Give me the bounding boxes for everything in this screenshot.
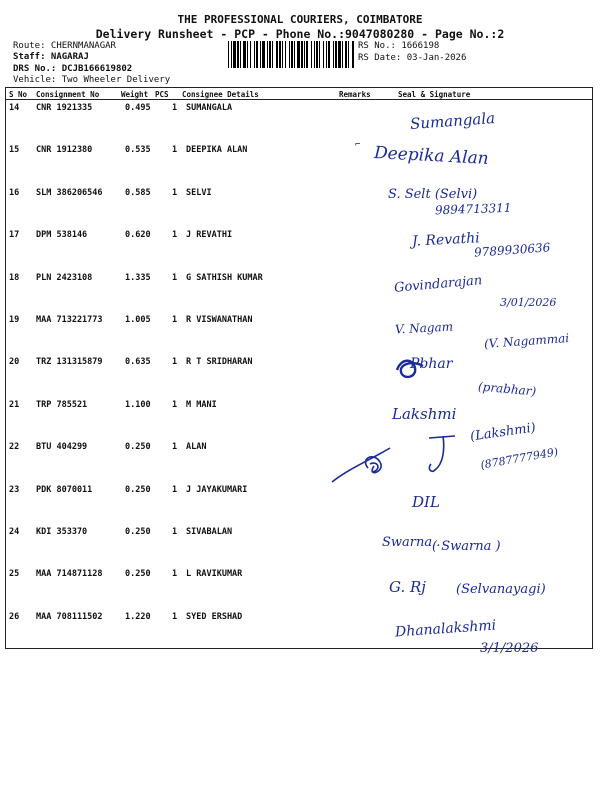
handwritten-note: 3/01/2026 (500, 296, 557, 309)
handwritten-note: (prabhar) (477, 379, 537, 399)
row-sno: 25 (9, 569, 20, 580)
table-row (5, 101, 593, 143)
row-sno: 14 (9, 103, 20, 113)
row-consignment: DPM 538146 (36, 230, 88, 241)
row-consignee: SIVABALAN (186, 527, 233, 537)
row-weight: 0.250 (125, 484, 151, 495)
drs-label: DRS No.: DCJB166619802 (13, 64, 133, 74)
row-pcs: 1 (172, 103, 178, 113)
col-consignee: Consignee Details (182, 90, 259, 99)
row-consignee: R T SRIDHARAN (186, 357, 253, 368)
row-weight: 1.100 (125, 399, 151, 410)
handwritten-signature: Sumangala (409, 109, 496, 133)
handwritten-signature: Govindarajan (393, 273, 483, 296)
handwritten-note: (Lakshmi) (469, 420, 537, 445)
table-row (5, 143, 593, 185)
row-sno: 16 (9, 187, 20, 198)
handwritten-signature: Dhanalakshmi (394, 617, 497, 641)
row-weight: 1.005 (125, 315, 151, 325)
header-divider (5, 99, 593, 100)
company-title: THE PROFESSIONAL COURIERS, COIMBATORE (177, 13, 423, 26)
row-consignment: TRZ 131315879 (36, 357, 103, 368)
row-consignment: CNR 1921335 (36, 103, 93, 113)
row-pcs: 1 (172, 145, 178, 156)
row-weight: 0.535 (125, 145, 151, 156)
row-pcs: 1 (172, 442, 178, 453)
row-pcs: 1 (172, 569, 178, 580)
row-pcs: 1 (172, 484, 178, 495)
row-pcs: 1 (172, 315, 178, 325)
row-pcs: 1 (172, 272, 178, 283)
row-pcs: 1 (172, 527, 178, 537)
row-sno: 26 (9, 611, 20, 622)
col-sno: S No (9, 90, 28, 99)
barcode-icon (228, 41, 354, 68)
signature-scribble-2 (425, 430, 465, 480)
handwritten-note: ( Swarna ) (432, 539, 501, 554)
col-consignment: Consignment No (36, 90, 100, 99)
table-row (5, 525, 593, 567)
row-pcs: 1 (172, 357, 178, 368)
row-consignee: SYED ERSHAD (186, 611, 243, 622)
handwritten-signature: S. Selt (Selvi) (388, 187, 478, 202)
route-label: Route: CHERNMANAGAR (13, 41, 116, 51)
row-consignee: G SATHISH KUMAR (186, 272, 263, 283)
row-pcs: 1 (172, 187, 178, 198)
row-weight: 0.585 (125, 187, 151, 198)
row-consignment: BTU 404299 (36, 442, 88, 453)
handwritten-note: (Selvanayagi) (456, 582, 546, 597)
row-consignee: R VISWANATHAN (186, 315, 253, 325)
table-row (5, 483, 593, 525)
handwritten-signature: G. Rj (389, 578, 426, 596)
row-weight: 1.220 (125, 611, 151, 622)
row-consignment: PDK 8070011 (36, 484, 93, 495)
row-consignment: KDI 353370 (36, 527, 88, 537)
row-consignment: PLN 2423108 (36, 272, 93, 283)
row-consignment: MAA 713221773 (36, 315, 103, 325)
handwritten-signature: Pbhar (410, 356, 453, 372)
row-sno: 20 (9, 357, 20, 368)
row-consignee: L RAVIKUMAR (186, 569, 243, 580)
handwritten-note: 3/1/2026 (480, 641, 539, 656)
handwritten-signature: J. Revathi (411, 230, 481, 250)
row-consignment: MAA 708111502 (36, 611, 103, 622)
row-weight: 0.250 (125, 569, 151, 580)
row-pcs: 1 (172, 230, 178, 241)
row-weight: 0.620 (125, 230, 151, 241)
row-sno: 15 (9, 145, 20, 156)
handwritten-signature: DIL (412, 493, 440, 511)
col-seal: Seal & Signature (398, 90, 471, 99)
row-consignee: J REVATHI (186, 230, 233, 241)
row-consignment: MAA 714871128 (36, 569, 103, 580)
handwritten-signature: V. Nagam (394, 319, 454, 337)
handwritten-signature: Deepika Alan (373, 143, 490, 169)
pen-mark: ⌐ (355, 140, 361, 150)
row-consignee: SELVI (186, 187, 212, 198)
row-sno: 17 (9, 230, 20, 241)
row-consignment: TRP 785521 (36, 399, 88, 410)
row-consignment: SLM 386206546 (36, 187, 103, 198)
col-pcs: PCS (155, 90, 169, 99)
row-consignee: SUMANGALA (186, 103, 233, 113)
row-weight: 0.495 (125, 103, 151, 113)
row-sno: 23 (9, 484, 20, 495)
col-weight: Weight (121, 90, 149, 99)
row-sno: 24 (9, 527, 20, 537)
rs-number: RS No.: 1666198 (358, 41, 440, 51)
row-consignee: J JAYAKUMARI (186, 484, 248, 495)
row-weight: 0.250 (125, 527, 151, 537)
handwritten-note: (8787777949) (479, 445, 560, 472)
staff-label: Staff: NAGARAJ (13, 52, 89, 62)
handwritten-note: (V. Nagammai (483, 331, 570, 351)
row-consignee: DEEPIKA ALAN (186, 145, 248, 156)
rs-date: RS Date: 03-Jan-2026 (358, 53, 467, 63)
row-weight: 0.635 (125, 357, 151, 368)
handwritten-signature: Swarna . (382, 535, 441, 550)
row-sno: 18 (9, 272, 20, 283)
row-sno: 22 (9, 442, 20, 453)
signature-scribble (330, 438, 410, 488)
runsheet-title: Delivery Runsheet - PCP - Phone No.:9047080280 - Page No.:2 (95, 27, 505, 41)
row-consignee: M MANI (186, 399, 217, 410)
vehicle-label: Vehicle: Two Wheeler Delivery (13, 75, 171, 85)
row-weight: 1.335 (125, 272, 151, 283)
handwritten-signature: Lakshmi (392, 405, 457, 423)
row-sno: 21 (9, 399, 20, 410)
row-consignment: CNR 1912380 (36, 145, 93, 156)
col-remarks: Remarks (339, 90, 371, 99)
row-consignee: ALAN (186, 442, 207, 453)
row-weight: 0.250 (125, 442, 151, 453)
handwritten-note: 9894713311 (434, 200, 512, 218)
handwritten-note: 9789930636 (473, 240, 551, 260)
row-pcs: 1 (172, 399, 178, 410)
row-sno: 19 (9, 315, 20, 325)
row-pcs: 1 (172, 611, 178, 622)
